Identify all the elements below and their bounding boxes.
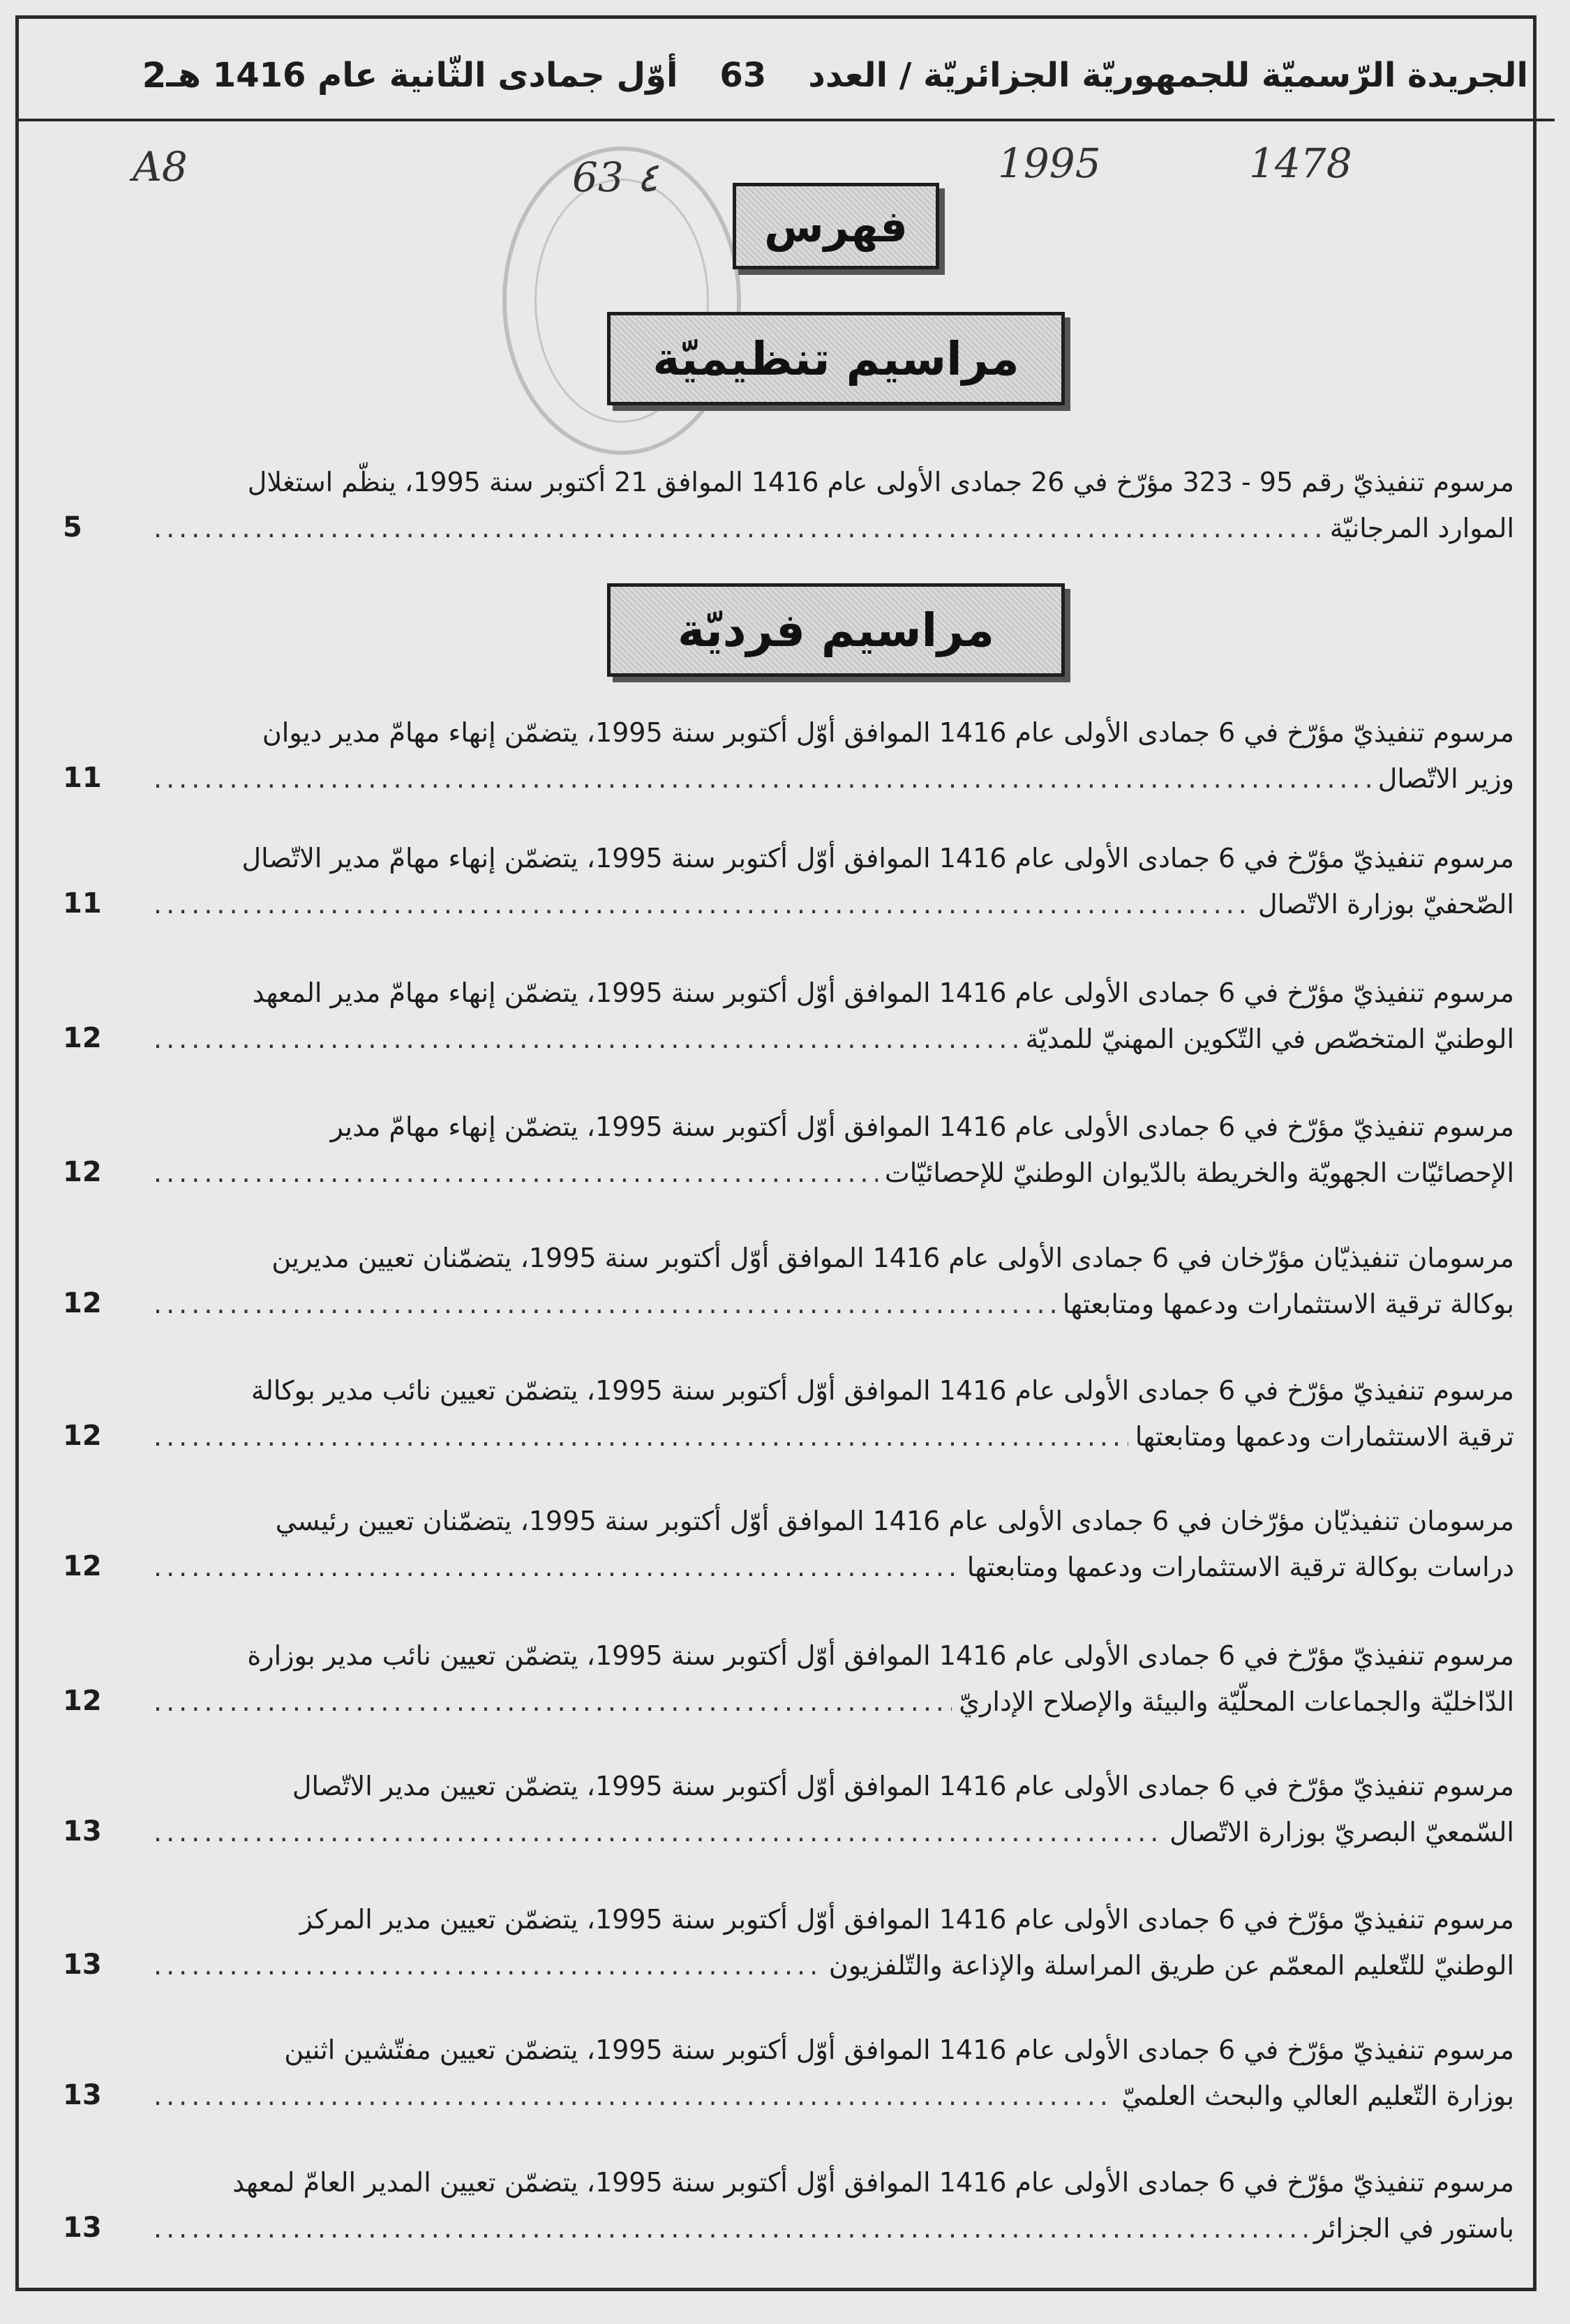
toc-page-number: 5 <box>63 511 82 543</box>
toc-entry-line2: الموارد المرجانيّة <box>1329 513 1514 543</box>
toc-entry <box>84 2027 1514 2119</box>
toc-entry-line1: مرسوم تنفيذيّ مؤرّخ في 6 جمادى الأولى عام 1416 الموافق أوّل أكتوبر سنة 1995، يتضمّن تعيين مدير الاتّصال <box>292 1771 1514 1801</box>
toc-entry-line2: بوزارة التّعليم العالي والبحث العلميّ <box>1121 2081 1514 2111</box>
toc-entry-line2-row <box>84 1281 1514 1327</box>
toc-entry-line1: مرسوم تنفيذيّ مؤرّخ في 6 جمادى الأولى عام 1416 الموافق أوّل أكتوبر سنة 1995، يتضمّن تعيين مفتّشين اثنين <box>284 2034 1514 2065</box>
dot-leader <box>154 1414 1128 1460</box>
header-date: أوّل جمادى الثّانية عام 1416 هـ <box>166 55 678 95</box>
page-header <box>35 42 1528 108</box>
toc-entry-line1: مرسومان تنفيذيّان مؤرّخان في 6 جمادى الأولى عام 1416 الموافق أوّل أكتوبر سنة 1995، يتضمّنان تعيين مديرين <box>271 1243 1514 1273</box>
toc-page-number: 11 <box>63 762 102 794</box>
dot-leader <box>154 1016 1019 1062</box>
toc-entry <box>84 710 1514 802</box>
toc-page-number: 13 <box>63 1815 102 1847</box>
toc-entry <box>84 459 1514 551</box>
handwritten-note-right: 1478 <box>1249 140 1352 187</box>
toc-entry-line2-row <box>84 2205 1514 2251</box>
toc-entry-line2-row <box>84 1809 1514 1855</box>
toc-entry-line2: وزير الاتّصال <box>1377 763 1514 794</box>
handwritten-note-year: 1995 <box>998 140 1101 187</box>
toc-entry-line1: مرسوم تنفيذيّ مؤرّخ في 6 جمادى الأولى عام 1416 الموافق أوّل أكتوبر سنة 1995، يتضمّن تعيين مدير المركز <box>299 1904 1514 1935</box>
toc-entry-line1: مرسوم تنفيذيّ مؤرّخ في 6 جمادى الأولى عام 1416 الموافق أوّل أكتوبر سنة 1995، يتضمّن إنهاء مهامّ مدير المعهد <box>252 977 1514 1008</box>
dot-leader <box>154 1150 878 1196</box>
toc-entry-line2: الدّاخليّة والجماعات المحلّيّة والبيئة والإصلاح الإداريّ <box>959 1686 1514 1717</box>
section-title-regulatory: مراسيم تنظيميّة <box>607 312 1065 405</box>
toc-entry-line1: مرسوم تنفيذيّ رقم 95 - 323 مؤرّخ في 26 جمادى الأولى عام 1416 الموافق 21 أكتوبر سنة 1995، ينظّم استغلال <box>247 467 1514 497</box>
dot-leader <box>154 1544 960 1590</box>
dot-leader <box>154 1281 1056 1327</box>
toc-entry-line2: الصّحفيّ بوزارة الاتّصال <box>1258 889 1514 920</box>
toc-entry-line2-row <box>84 505 1514 551</box>
dot-leader <box>154 881 1251 927</box>
toc-page-number: 12 <box>63 1156 102 1188</box>
toc-entry <box>84 1367 1514 1460</box>
toc-entry-line2-row <box>84 756 1514 802</box>
toc-entry-line2-row <box>84 1150 1514 1196</box>
toc-entry-line1: مرسوم تنفيذيّ مؤرّخ في 6 جمادى الأولى عام 1416 الموافق أوّل أكتوبر سنة 1995، يتضمّن إنهاء مهامّ مدير الاتّصال <box>241 843 1514 874</box>
toc-entry-line1: مرسوم تنفيذيّ مؤرّخ في 6 جمادى الأولى عام 1416 الموافق أوّل أكتوبر سنة 1995، يتضمّن إنهاء مهامّ مدير <box>330 1111 1514 1142</box>
toc-entry-line2-row <box>84 881 1514 927</box>
toc-entry <box>84 2159 1514 2251</box>
toc-entry-line2: ترقية الاستثمارات ودعمها ومتابعتها <box>1135 1421 1514 1452</box>
handwritten-note-left: A8 <box>133 143 188 190</box>
toc-entry <box>84 1498 1514 1590</box>
toc-entry-line2-row <box>84 1942 1514 1988</box>
toc-entry-line2-row <box>84 1016 1514 1062</box>
toc-entry-line2: بوكالة ترقية الاستثمارات ودعمها ومتابعتها <box>1062 1289 1514 1319</box>
page-number: 2 <box>142 54 167 96</box>
toc-page-number: 13 <box>63 2212 102 2244</box>
toc-entry-line1: مرسوم تنفيذيّ مؤرّخ في 6 جمادى الأولى عام 1416 الموافق أوّل أكتوبر سنة 1995، يتضمّن إنهاء مهامّ مدير ديوان <box>262 717 1514 748</box>
toc-page-number: 13 <box>63 2079 102 2111</box>
header-divider <box>15 119 1555 121</box>
toc-entry <box>84 1763 1514 1855</box>
dot-leader <box>154 2073 1114 2119</box>
section-title-individual: مراسيم فرديّة <box>607 583 1065 677</box>
toc-entry <box>84 1896 1514 1988</box>
issue-number: 63 <box>719 55 767 95</box>
dot-leader <box>154 1679 952 1725</box>
dot-leader <box>154 1809 1162 1855</box>
toc-entry-line2: السّمعيّ البصريّ بوزارة الاتّصال <box>1169 1817 1514 1847</box>
toc-entry-line2-row <box>84 2073 1514 2119</box>
toc-entry-line1: مرسوم تنفيذيّ مؤرّخ في 6 جمادى الأولى عام 1416 الموافق أوّل أكتوبر سنة 1995، يتضمّن تعيين نائب مدير بوزارة <box>247 1640 1514 1671</box>
toc-entry-line1: مرسومان تنفيذيّان مؤرّخان في 6 جمادى الأولى عام 1416 الموافق أوّل أكتوبر سنة 1995، يتضمّنان تعيين رئيسي <box>275 1506 1514 1536</box>
toc-entry <box>84 835 1514 927</box>
toc-entry-line2: الوطنيّ المتخصّص في التّكوين المهنيّ للمديّة <box>1025 1024 1514 1054</box>
dot-leader <box>154 756 1371 802</box>
toc-page-number: 12 <box>63 1022 102 1054</box>
toc-entry-line2: الإحصائيّات الجهويّة والخريطة بالدّيوان الوطنيّ للإحصائيّات <box>884 1157 1514 1188</box>
toc-page-number: 12 <box>63 1287 102 1319</box>
toc-entry-line2: دراسات بوكالة ترقية الاستثمارات ودعمها ومتابعتها <box>966 1552 1514 1582</box>
toc-entry-line2-row <box>84 1544 1514 1590</box>
dot-leader <box>154 2205 1307 2251</box>
toc-page-number: 12 <box>63 1550 102 1582</box>
toc-entry <box>84 1633 1514 1725</box>
toc-entry <box>84 1104 1514 1196</box>
dot-leader <box>154 505 1323 551</box>
toc-page-number: 11 <box>63 887 102 920</box>
toc-page-number: 12 <box>63 1685 102 1717</box>
toc-entry <box>84 970 1514 1062</box>
toc-entry-line1: مرسوم تنفيذيّ مؤرّخ في 6 جمادى الأولى عام 1416 الموافق أوّل أكتوبر سنة 1995، يتضمّن تعيين المدير العامّ لمعهد <box>232 2167 1514 2198</box>
dot-leader <box>154 1942 822 1988</box>
toc-entry-line1: مرسوم تنفيذيّ مؤرّخ في 6 جمادى الأولى عام 1416 الموافق أوّل أكتوبر سنة 1995، يتضمّن تعيين نائب مدير بوكالة <box>251 1375 1514 1406</box>
toc-entry-line2-row <box>84 1414 1514 1460</box>
toc-entry <box>84 1235 1514 1327</box>
journal-title: الجريدة الرّسميّة للجمهوريّة الجزائريّة / العدد <box>808 55 1528 95</box>
toc-entry-line2-row <box>84 1679 1514 1725</box>
toc-entry-line2: الوطنيّ للتّعليم المعمّم عن طريق المراسلة والإذاعة والتّلفزيون <box>828 1950 1514 1981</box>
toc-page-number: 12 <box>63 1420 102 1452</box>
toc-entry-line2: باستور في الجزائر <box>1313 2213 1514 2244</box>
toc-page-number: 13 <box>63 1949 102 1981</box>
handwritten-note-issue: 63 ٤ <box>572 153 659 201</box>
section-title-index: فهرس <box>733 183 939 269</box>
